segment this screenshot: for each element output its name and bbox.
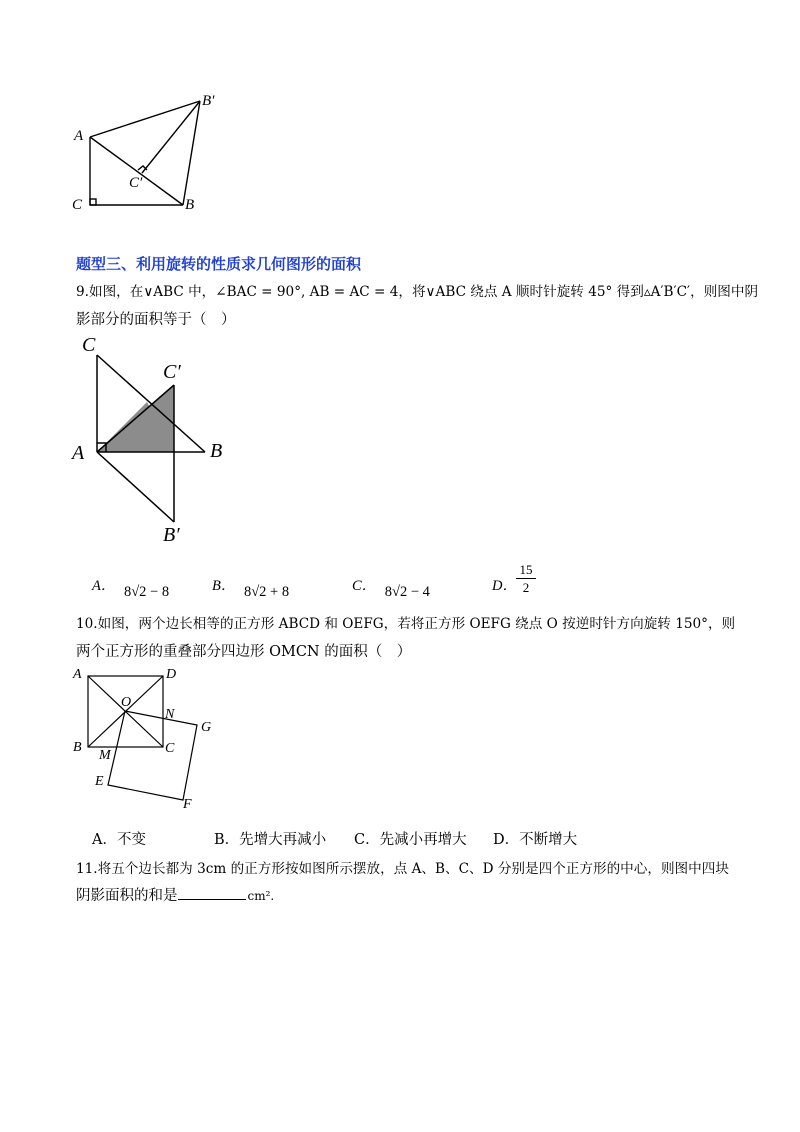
q9-option-A-letter: A． xyxy=(92,578,116,594)
q11-text-prefix: 阴影面积的和是 xyxy=(76,888,178,904)
q10-label-G: G xyxy=(201,720,212,735)
q10-label-M: M xyxy=(99,748,111,763)
label-C: C xyxy=(72,197,83,213)
fraction-numerator: 15 xyxy=(519,562,533,577)
q10-label-O: O xyxy=(121,695,132,710)
fraction-denominator: 2 xyxy=(522,580,530,595)
q10-text-line2: 两个正方形的重叠部分四边形 OMCN 的面积（ ） xyxy=(76,644,412,660)
q9-text-line1: 9.如图，在∨ABC 中，∠BAC = 90°, AB = AC = 4，将∨ABC 绕点 A 顺时针旋转 45° 得到▵A′B′C′，则图中阴 xyxy=(76,284,759,300)
q11-answer-blank[interactable] xyxy=(178,887,246,900)
q9-option-B-letter: B． xyxy=(212,578,236,594)
q9-option-D-letter: D． xyxy=(492,578,517,594)
q11-unit: cm². xyxy=(247,889,275,903)
q9-text-line2: 影部分的面积等于（ ） xyxy=(76,312,236,328)
q10-label-N: N xyxy=(165,707,175,722)
q10-label-B: B xyxy=(73,740,82,755)
q9-label-C-prime: C′ xyxy=(163,361,181,383)
label-C-prime: C′ xyxy=(129,175,143,191)
label-A: A xyxy=(74,128,84,144)
q9-option-B-value: 8√2 + 8 xyxy=(243,584,290,600)
q10-option-D[interactable]: D．不断增大 xyxy=(493,832,578,848)
q10-label-C: C xyxy=(165,741,175,756)
q10-option-C[interactable]: C．先减小再增大 xyxy=(354,832,467,848)
q11-text-line2 xyxy=(76,884,274,905)
q9-option-C-letter: C． xyxy=(352,578,377,594)
q10-label-F: F xyxy=(183,797,192,812)
q11-text-line1: 11.将五个边长都为 3cm 的正方形按如图所示摆放，点 A、B、C、D 分别是四个正方形的中心，则图中四块 xyxy=(76,861,729,877)
q9-label-C: C xyxy=(82,334,96,356)
label-B: B xyxy=(185,197,195,213)
q9-label-B-prime: B′ xyxy=(163,524,180,546)
q9-option-C-value: 8√2 − 4 xyxy=(384,584,430,600)
q10-option-A[interactable]: A．不变 xyxy=(92,832,146,848)
q10-option-B[interactable]: B．先增大再减小 xyxy=(214,832,327,848)
q10-label-A: A xyxy=(73,667,82,682)
section-heading: 题型三、利用旋转的性质求几何图形的面积 xyxy=(76,255,362,273)
q10-label-D: D xyxy=(166,667,177,682)
q10-label-E: E xyxy=(95,774,104,789)
q9-label-A: A xyxy=(72,442,85,464)
label-B-prime: B′ xyxy=(202,93,215,109)
q10-text-line1: 10.如图，两个边长相等的正方形 ABCD 和 OEFG，若将正方形 OEFG 绕点 O 按逆时针方向旋转 150°，则 xyxy=(76,616,736,632)
q9-label-B: B xyxy=(210,440,223,462)
q9-option-A-value: 8√2 − 8 xyxy=(123,584,170,600)
